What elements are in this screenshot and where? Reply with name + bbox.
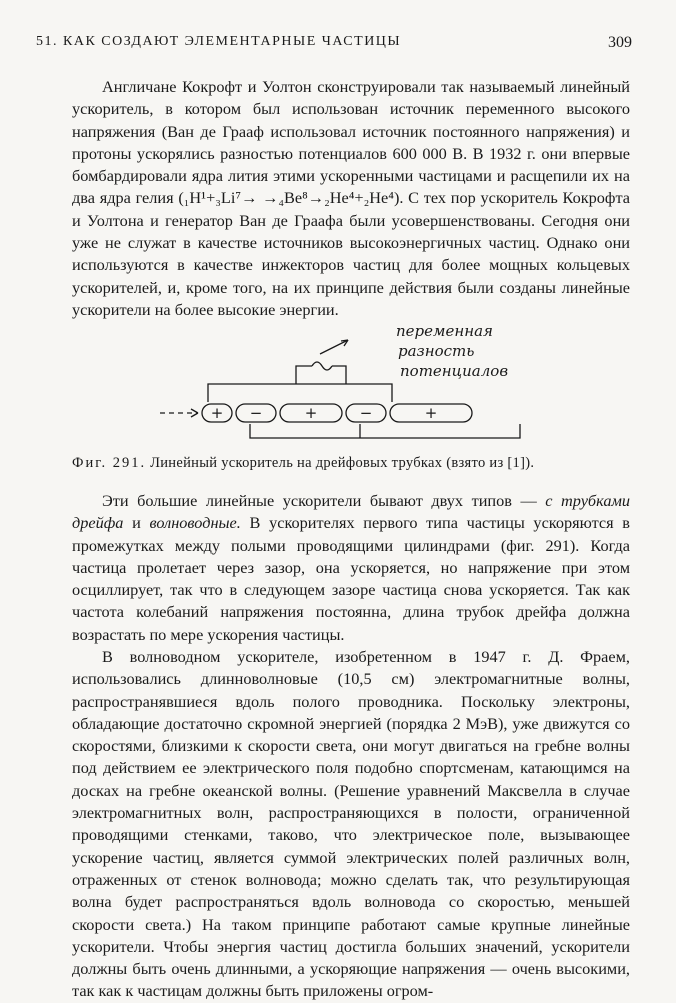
figure-caption: [72, 455, 630, 472]
p3-text: В волноводном ускорителе, изобретенном в 1947 г. Д. Фраем, использовались длинноволновые (10,5 см) электромагнитные волны, распространявшиеся вдоль полого проводника. Поскольку электроны, обладающие достаточно скромной энергией (порядка 2 МэВ), уже движутся со скоростями, близкими к скорости света, они могут двигаться на гребне волны под действием ее электрического поля подобно спортсменам, катающимся на досках на гребне океанской волны. (Решение уравнений Максвелла в случае электромагнитных волн, распространяющихся в полости, ограниченной проводящими стенками, таково, что электрическое поле, вызывающее ускорение частиц, является суммой электрических полей различных волн, отраженных от стенок волновода; можно сделать так, что результирующая волна будет распространяться вдоль волновода со скоростью, меньшей скорости света.) На таком принципе работают самые крупные линейные ускорители. Чтобы энергия частиц достигла больших значений, ускорители должны быть очень длинными, а ускоряющие напряжения — очень высокими, так как к частицам должны быть приложены огром-: [72, 647, 630, 1001]
p2-text-start: Эти большие линейные ускорители бывают двух типов —: [102, 491, 546, 510]
p1-formula: ₁H¹+₃Li⁷→ →₄Be⁸→₂He⁴+₂He⁴: [183, 188, 394, 208]
tube-sign-5: +: [424, 404, 438, 422]
page-number: 309: [608, 34, 632, 51]
top-bus-wire: [208, 384, 392, 402]
caption-label: Фиг. 291.: [72, 455, 147, 471]
p2-italic-waveguide: волноводные.: [149, 513, 241, 533]
source-lead-right: [332, 366, 346, 384]
handwritten-label-line-1: переменная: [396, 322, 493, 340]
p2-text-mid: и: [123, 513, 150, 533]
beam-arrowhead: [191, 409, 198, 417]
p2-italic-drift-tubes: с трубками дрейфа: [72, 491, 631, 533]
source-lead-left: [296, 366, 312, 384]
caption-text: Линейный ускоритель на дрейфовых трубках (взято из [1]).: [150, 455, 535, 471]
handwritten-label-line-3: потенциалов: [400, 362, 509, 380]
tube-sign-4: −: [359, 404, 373, 422]
label-pointer: [320, 340, 348, 354]
tube-sign-3: +: [304, 404, 318, 422]
paragraph-2: [72, 490, 630, 646]
bottom-bus-wire: [250, 424, 520, 438]
paragraph-1: [72, 76, 630, 321]
p2-text-end: В ускорителях первого типа частицы ускоряются в промежутках между полыми проводящими цилиндрами (фиг. 291). Когда частица пролетает через зазор, она ускоряется, но напряжение при этом осциллирует, так что в следующем зазоре частица снова ускоряется. Так как частота колебаний напряжения постоянна, длина трубок дрейфа должна возрастать по мере ускорения частицы.: [72, 513, 630, 644]
ac-source-symbol: [312, 362, 332, 370]
tube-sign-2: −: [249, 404, 263, 422]
p1-text-a: Англичане Кокрофт и Уолтон сконструировали так называемый линейный ускоритель, в котором был использован источник переменного высокого напряжения (Ван де Грааф использовал источник постоянного напряжения) и протоны ускорялись разностью потенциалов 600 000 В. В 1932 г. они впервые бомбардировали ядра лития этими ускоренными частицами и расщепили их на два ядра гелия (: [72, 77, 630, 208]
page-header: [36, 34, 632, 52]
paragraph-3: [72, 646, 630, 1003]
drift-tube-accelerator-diagram: [160, 320, 630, 450]
section-title: 51. КАК СОЗДАЮТ ЭЛЕМЕНТАРНЫЕ ЧАСТИЦЫ: [36, 34, 402, 49]
p1-text-b: ). С тех пор ускоритель Кокрофта и Уолтона и генератор Ван де Граафа были усовершенствованы. Сегодня они уже не служат в качестве источников высокоэнергичных частиц. Однако они используются в качестве инжекторов частиц для более мощных кольцевых ускорителей, и, кроме того, на их принципе действия были созданы линейные ускорители на более высокие энергии.: [72, 188, 630, 319]
tube-sign-1: +: [210, 404, 224, 422]
handwritten-label-line-2: разность: [398, 342, 475, 360]
